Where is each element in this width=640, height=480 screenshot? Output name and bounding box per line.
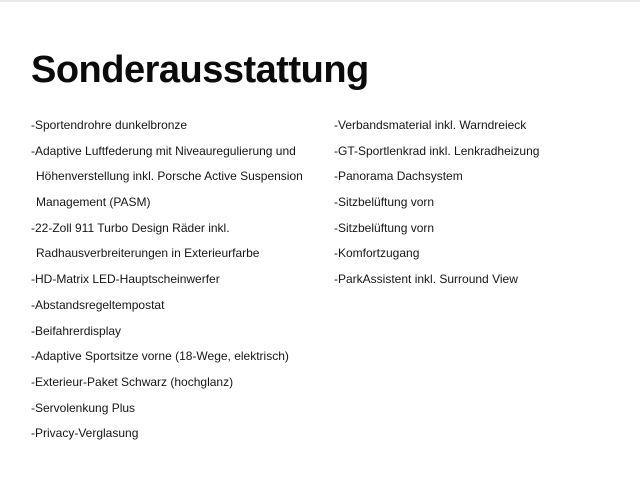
list-item: -Sportendrohre dunkelbronze (31, 118, 188, 132)
list-item: -Servolenkung Plus (31, 400, 136, 415)
list-item: -Beifahrerdisplay (31, 323, 122, 338)
list-item: -Exterieur-Paket Schwarz (hochglanz) (31, 374, 234, 389)
list-item: -Sitzbelüftung vorn (334, 195, 435, 210)
list-item: -ParkAssistent inkl. Surround View (334, 272, 518, 287)
list-item: -GT-Sportlenkrad inkl. Lenkradheizung (334, 143, 540, 158)
list-item: -Sitzbelüftung vorn (334, 220, 435, 235)
top-divider (0, 0, 640, 2)
list-item: -22-Zoll 911 Turbo Design Räder inkl. (31, 220, 230, 235)
page-title: Sonderausstattung (31, 49, 369, 91)
list-item: -Privacy-Verglasung (31, 426, 139, 441)
list-item: -HD-Matrix LED-Hauptscheinwerfer (31, 272, 220, 287)
list-item-continuation: Radhausverbreiterungen in Exterieurfarbe (36, 246, 260, 261)
list-item: -Adaptive Sportsitze vorne (18-Wege, elektrisch) (31, 349, 289, 364)
list-item: -Verbandsmaterial inkl. Warndreieck (334, 118, 527, 132)
equipment-list-left (31, 113, 331, 447)
list-item: -Panorama Dachsystem (334, 169, 463, 184)
list-item-continuation: Management (PASM) (36, 195, 151, 210)
equipment-list-right (334, 113, 634, 293)
list-item: -Adaptive Luftfederung mit Niveauregulierung und (31, 143, 296, 158)
list-item: -Komfortzugang (334, 246, 420, 261)
list-item: -Abstandsregeltempostat (31, 297, 165, 312)
list-item-continuation: Höhenverstellung inkl. Porsche Active Suspension (36, 169, 303, 184)
